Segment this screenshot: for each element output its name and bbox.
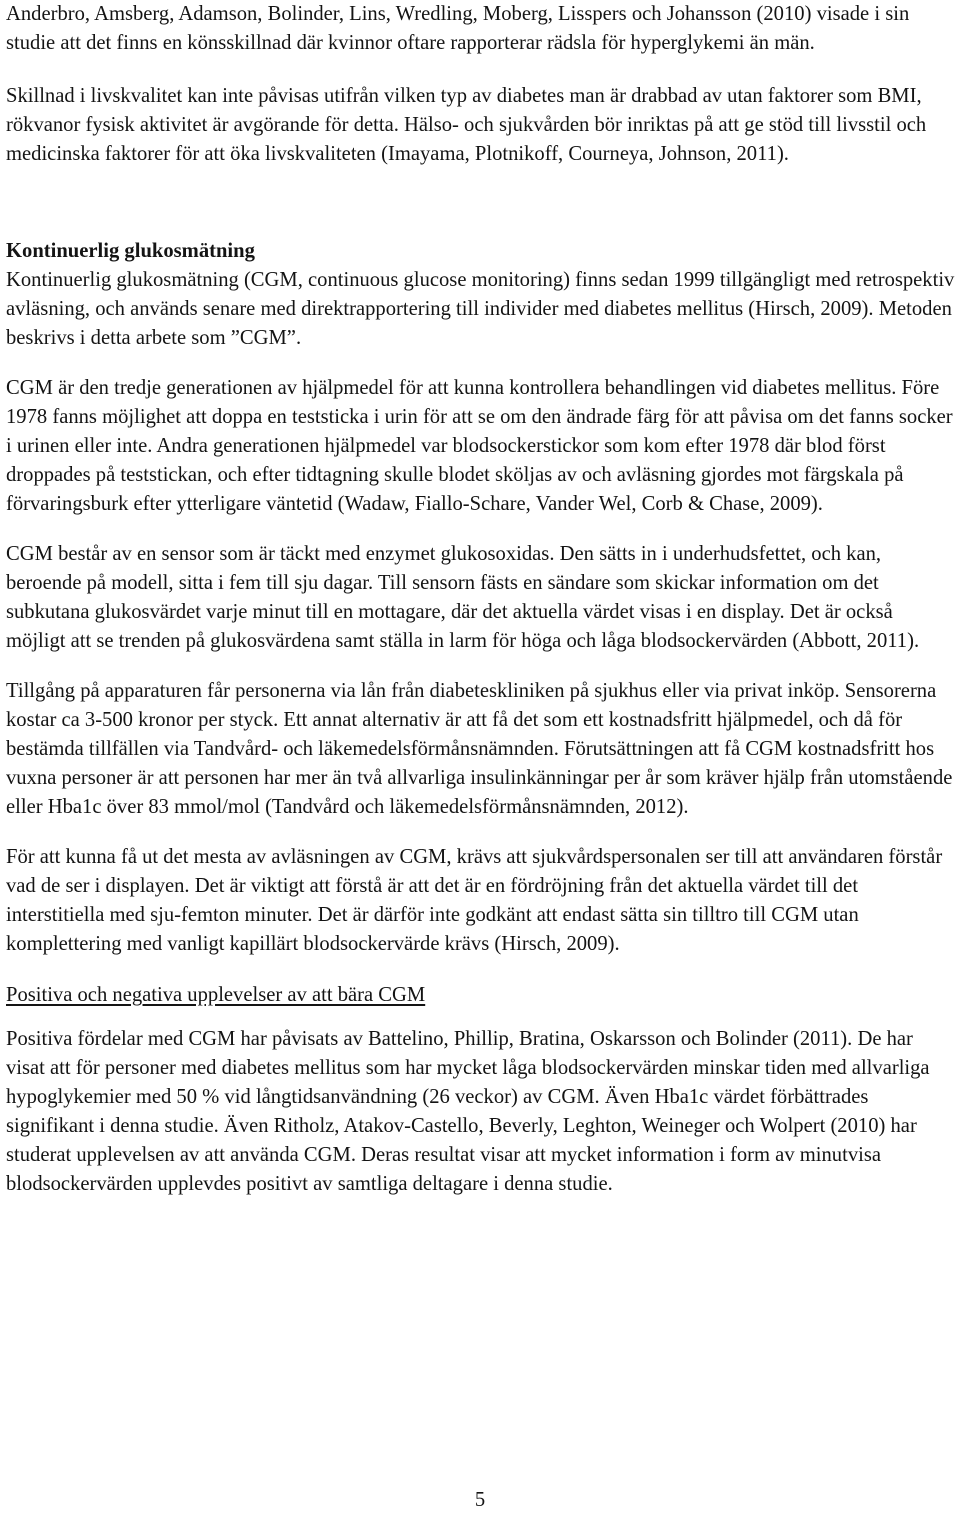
page-number: 5 [474, 1489, 486, 1511]
paragraph-anderbro: Anderbro, Amsberg, Adamson, Bolinder, Lins, Wredling, Moberg, Lisspers och Johansson (2010) visade i sin studie att det finns en könsskillnad där kvinnor oftare rapporterar rädsla för hyperglykemi än män. [6, 3, 910, 54]
heading-upplevelser: Positiva och negativa upplevelser av att bära CGM [6, 984, 426, 1006]
paragraph-cgm-intro: Kontinuerlig glukosmätning (CGM, continuous glucose monitoring) finns sedan 1999 tillgängligt med retrospektiv avläsning, och används senare med direktrapportering till individer med diabetes mellitus (Hirsch, 2009). Metoden beskrivs i detta arbete som ”CGM”. [6, 269, 955, 349]
paragraph-cgm-generations: CGM är den tredje generationen av hjälpmedel för att kunna kontrollera behandlingen vid diabetes mellitus. Före 1978 fanns möjlighet att doppa en teststicka i urin för att se om den ändrade färg för att påvisa om det fanns socker i urinen eller inte. Andra generationen hjälpmedel var blodsockerstickor som kom efter 1978 där blod först droppades på teststickan, och efter tidtagning skulle blodet sköljas av och avläsning gjordes mot färgskala på förvaringsburk efter ytterligare väntetid (Wadaw, Fiallo-Schare, Vander Wel, Corb & Chase, 2009). [6, 377, 953, 515]
paragraph-cgm-access: Tillgång på apparaturen får personerna via lån från diabeteskliniken på sjukhus eller via privat inköp. Sensorerna kostar ca 3-500 kronor per styck. Ett annat alternativ är att få det som ett kostnadsfritt hjälpmedel, och då för bestämda tillfällen via Tandvård- och läkemedelsförmånsnämnden. Förutsättningen att få CGM kostnadsfritt hos vuxna personer är att personen har mer än två allvarliga insulinkänningar per år som kräver hjälp från utomstående eller Hba1c över 83 mmol/mol (Tandvård och läkemedelsförmånsnämnden, 2012). [6, 680, 953, 818]
document-page [6, 0, 956, 1199]
heading-kontinuerlig-glukosmatning: Kontinuerlig glukosmätning [6, 240, 255, 262]
paragraph-cgm-usage: För att kunna få ut det mesta av avläsningen av CGM, krävs att sjukvårdspersonalen ser till att användaren förstår vad de ser i displayen. Det är viktigt att förstå är att det är en fördröjning från det aktuella värdet till det interstitiella med sju-femton minuter. Det är därför inte godkänt att endast sätta sin tilltro till CGM utan komplettering med vanligt kapillärt blodsockervärde krävs (Hirsch, 2009). [6, 846, 943, 955]
paragraph-positiva-fordelar: Positiva fördelar med CGM har påvisats av Battelino, Phillip, Bratina, Oskarsson och Bolinder (2011). De har visat att för personer med diabetes mellitus som har mycket låga blodsockervärden minskar tiden med allvarliga hypoglykemier med 50 % vid långtidsanvändning (26 veckor) av CGM. Även Hba1c värdet förbättrades signifikant i denna studie. Även Ritholz, Atakov-Castello, Beverly, Leghton, Weineger och Wolpert (2010) har studerat upplevelsen av att använda CGM. Deras resultat visar att mycket information i form av minutvisa blodsockervärden upplevdes positivt av samtliga deltagare i denna studie. [6, 1028, 930, 1195]
paragraph-cgm-sensor: CGM består av en sensor som är täckt med enzymet glukosoxidas. Den sätts in i underhudsfettet, och kan, beroende på modell, sitta i fem till sju dagar. Till sensorn fästs en sändare som skickar information om det subkutana glukosvärdet varje minut till en mottagare, där det aktuella värdet visas i en display. Det är också möjligt att se trenden på glukosvärdena samt ställa in larm för höga och låga blodsockervärden (Abbott, 2011). [6, 543, 920, 652]
paragraph-livskvalitet: Skillnad i livskvalitet kan inte påvisas utifrån vilken typ av diabetes man är drabbad av utan faktorer som BMI, rökvanor fysisk aktivitet är avgörande för detta. Hälso- och sjukvården bör inriktas på att ge stöd till livsstil och medicinska faktorer för att öka livskvaliteten (Imayama, Plotnikoff, Courneya, Johnson, 2011). [6, 85, 927, 165]
